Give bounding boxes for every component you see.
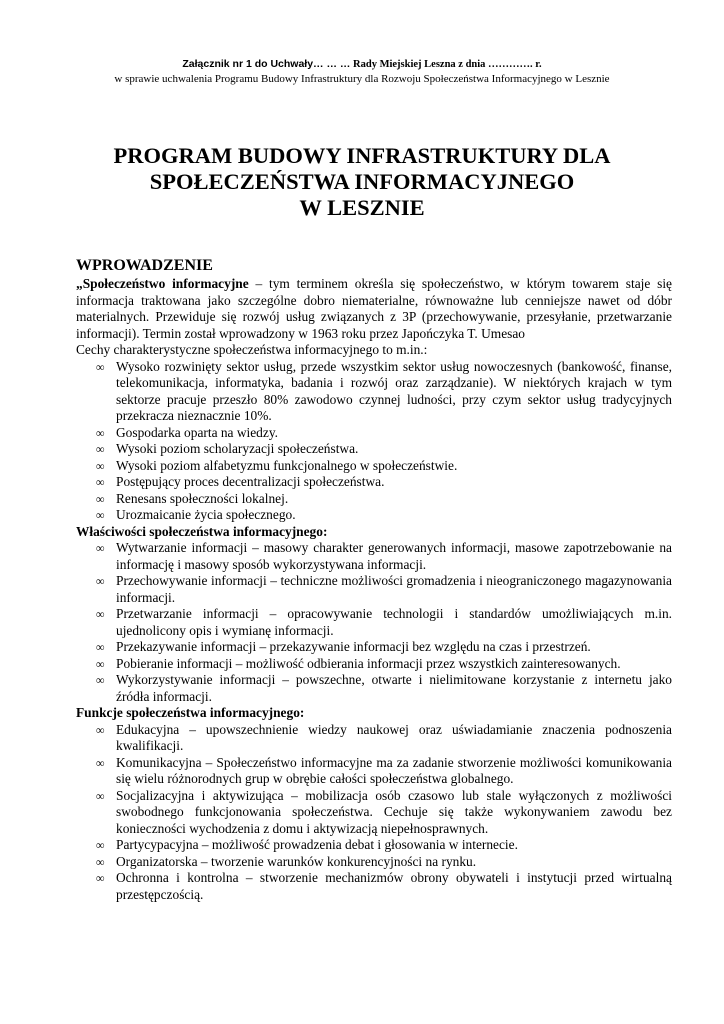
section-heading-functions: Funkcje społeczeństwa informacyjnego: [76,705,305,720]
document-title-line-2: SPOŁECZEŃSTWA INFORMACYJNEGO [149,169,575,194]
document-title-line-3: W LESZNIE [299,195,425,220]
infinity-bullet-icon: ∞ [96,442,105,456]
list-item [76,672,672,705]
list-item [76,606,672,639]
document-body [76,256,672,903]
document-title [0,143,724,221]
list-item-text: Ochronna i kontrolna – stworzenie mechanizmów obrony obywateli i instytucji przed wirtualną przestępczością. [116,870,672,902]
list-item [76,573,672,606]
infinity-bullet-icon: ∞ [96,475,105,489]
list-item-text: Wysoki poziom alfabetyzmu funkcjonalnego w społeczeństwie. [116,457,458,473]
list-item-text: Komunikacyjna – Społeczeństwo informacyjne ma za zadanie stworzenie możliwości komunikowania się wielu różnorodnych grup w obrębie całości społeczeństwa globalnego. [116,754,672,786]
list-item-text: Gospodarka oparta na wiedzy. [116,424,278,440]
section-heading-introduction: WPROWADZENIE [76,257,213,274]
list-item-text: Przekazywanie informacji – przekazywanie informacji bez względu na czas i przestrzeń. [116,639,591,654]
list-item [76,507,672,524]
section-heading-properties: Właściwości społeczeństwa informacyjnego: [76,523,328,539]
list-item-text: Edukacyjna – upowszechnienie wiedzy naukowej oraz uświadamianie znaczenia podnoszenia kwalifikacji. [116,721,672,753]
list-item-text: Przechowywanie informacji – techniczne możliwości gromadzenia i nieograniczonego magazynowania informacji. [116,573,672,605]
list-item-text: Wytwarzanie informacji – masowy charakter generowanych informacji, masowe zapotrzebowanie na informację i masowy sposób wykorzystywana informacji. [116,540,672,572]
list-item [76,458,672,475]
infinity-bullet-icon: ∞ [96,788,105,803]
attachment-header [0,57,724,72]
list-item [76,854,672,871]
infinity-bullet-icon: ∞ [96,656,105,671]
list-item-text: Postępujący proces decentralizacji społeczeństwa. [116,474,385,489]
list-item [76,656,672,673]
features-intro: Cechy charakterystyczne społeczeństwa informacyjnego to m.in.: [76,342,428,357]
list-item [76,837,672,854]
infinity-bullet-icon: ∞ [96,458,105,473]
list-item-text: Wykorzystywanie informacji – powszechne, otwarte i nielimitowane korzystanie z internetu jako źródła informacji. [116,672,672,704]
infinity-bullet-icon: ∞ [96,673,105,687]
properties-list [76,540,672,705]
list-item-text: Wysoki poziom scholaryzacji społeczeństwa. [116,441,359,456]
list-item [76,540,672,573]
list-item-text: Organizatorska – tworzenie warunków konkurencyjności na rynku. [116,853,477,869]
list-item [76,425,672,442]
list-item-text: Urozmaicanie życia społecznego. [116,507,296,522]
infinity-bullet-icon: ∞ [96,425,105,440]
infinity-bullet-icon: ∞ [96,854,105,869]
document-title-line-1: PROGRAM BUDOWY INFRASTRUKTURY DLA [113,143,611,168]
list-item-text: Partycypacyjna – możliwość prowadzenia debat i głosowania w internecie. [116,837,518,852]
infinity-bullet-icon: ∞ [96,359,105,374]
list-item-text: Przetwarzanie informacji – opracowywanie technologii i standardów umożliwiających m.in. ujednolicony opis i wymianę informacji. [116,606,672,638]
functions-list [76,722,672,904]
list-item [76,870,672,903]
list-item [76,639,672,656]
definition-term: „Społeczeństwo informacyjne [76,276,249,291]
list-item [76,359,672,425]
list-item [76,441,672,458]
features-list [76,359,672,524]
infinity-bullet-icon: ∞ [96,838,105,852]
infinity-bullet-icon: ∞ [96,640,105,654]
list-item [76,491,672,508]
attachment-header-subject: w sprawie uchwalenia Programu Budowy Infrastruktury dla Rozwoju Społeczeństwa Informacyjnego w Lesznie [114,73,610,85]
list-item-text: Wysoko rozwinięty sektor usług, przede wszystkim sektor usług nowoczesnych (bankowość, finanse, telekomunikacja, informatyka, badania i rozwój oraz zarządzanie). W niektórych krajach w tym sektorze pracuje przeszło 80% zawodowo czynnej ludności, przy czym sektor usług tradycyjnych przekracza nieznacznie 10%. [116,358,672,423]
infinity-bullet-icon: ∞ [96,722,105,737]
infinity-bullet-icon: ∞ [96,574,105,588]
definition-text: – tym terminem określa się społeczeństwo, w którym towarem staje się informacja traktowana jako szczególne dobro niematerialne, równoważne lub cenniejsze nawet od dóbr materialnych. Przewiduje się rozwój usług związanych z 3P (przechowywanie, przesyłanie, przetwarzanie informacji). Termin został wprowadzony w 1963 roku przez Japończyka T. Umesao [76,276,672,341]
infinity-bullet-icon: ∞ [96,541,105,555]
list-item [76,755,672,788]
list-item [76,788,672,838]
list-item [76,474,672,491]
infinity-bullet-icon: ∞ [96,508,105,522]
list-item-text: Renesans społeczności lokalnej. [116,490,289,506]
list-item [76,722,672,755]
infinity-bullet-icon: ∞ [96,607,105,621]
infinity-bullet-icon: ∞ [96,491,105,506]
definition-paragraph [76,276,672,342]
infinity-bullet-icon: ∞ [96,871,105,885]
infinity-bullet-icon: ∞ [96,755,105,770]
list-item-text: Socjalizacyjna i aktywizująca – mobilizacja osób czasowo lub stale wyłączonych z możliwości swobodnego funkcjonowania społeczeństwa. Cechuje się także wykonywaniem zawodu bez konieczności wychodzenia z domu i aktywizacją niepełnosprawnych. [116,787,672,836]
list-item-text: Pobieranie informacji – możliwość odbierania informacji przez wszystkich zainteresowanych. [116,655,621,671]
attachment-header-council: Rady Miejskiej Leszna z dnia …………. r. [353,59,542,70]
attachment-header-resolution: Załącznik nr 1 do Uchwały… … … [182,58,351,70]
